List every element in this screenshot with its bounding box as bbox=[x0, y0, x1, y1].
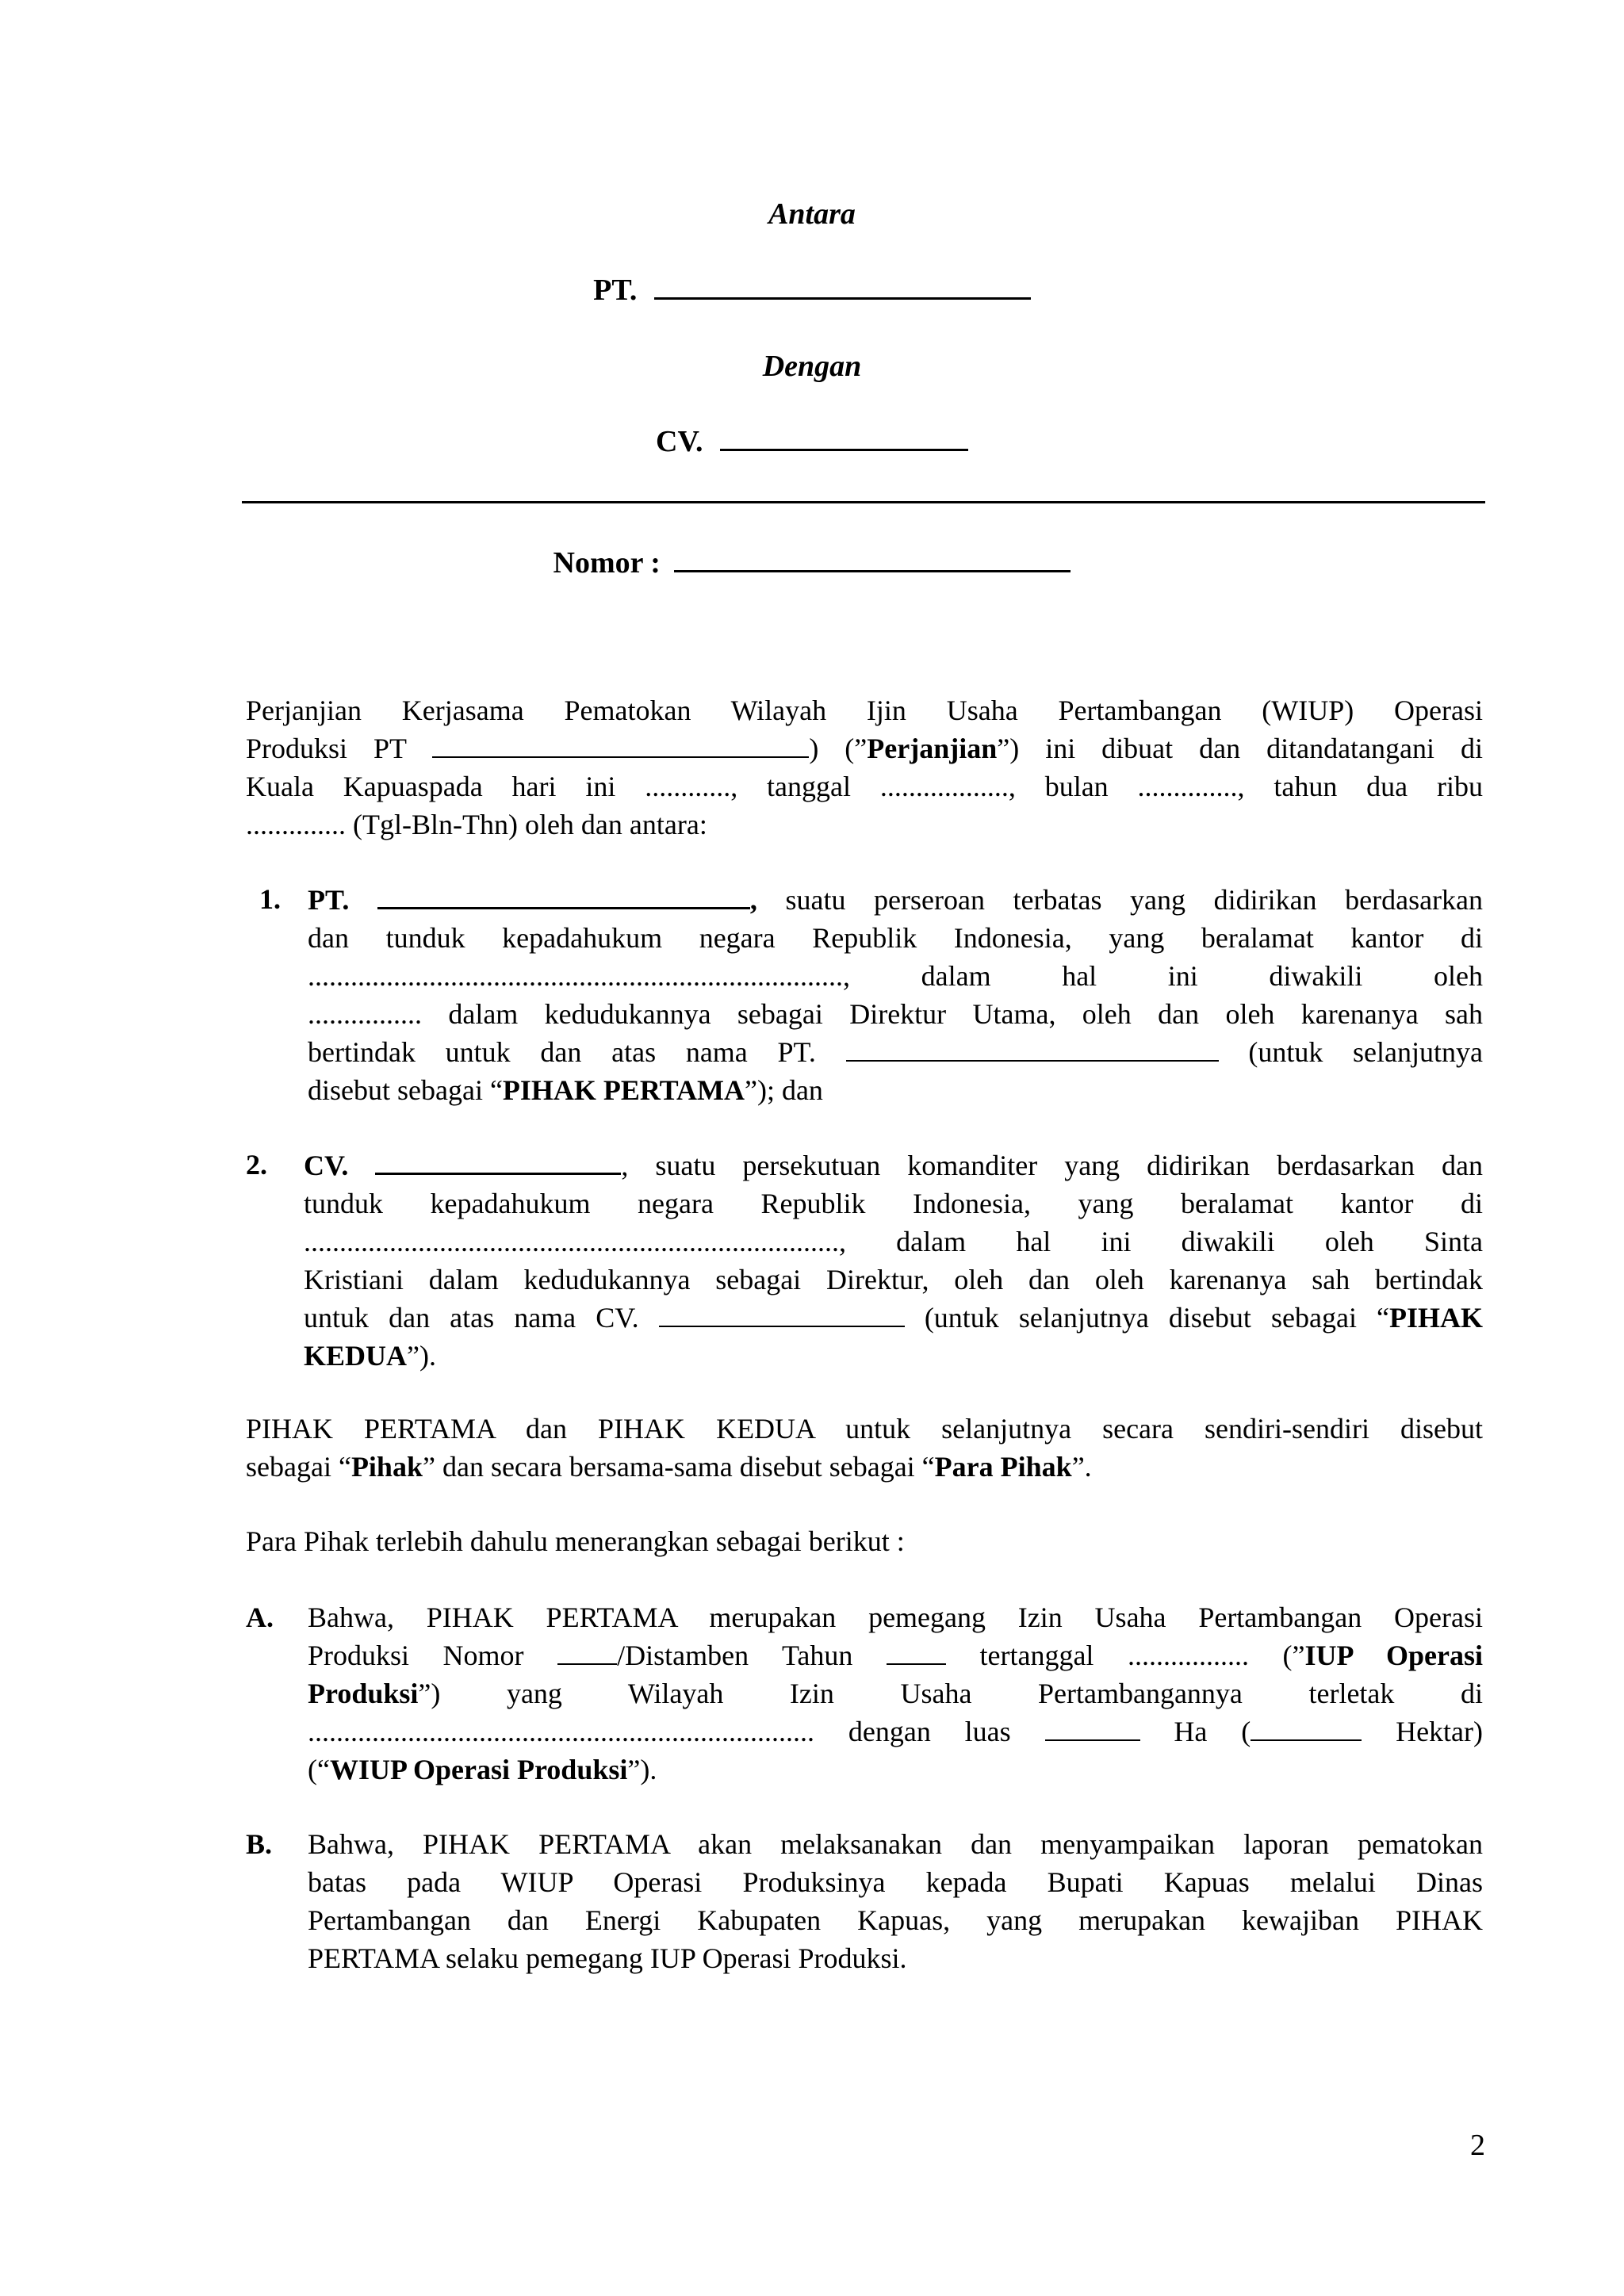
pt-name-blank bbox=[654, 274, 1031, 300]
party2-atas-nama: untuk dan atas nama CV. bbox=[304, 1302, 639, 1334]
item-a-nomor: Produksi Nomor bbox=[308, 1640, 524, 1671]
item-b-line-4: PERTAMA selaku pemegang IUP Operasi Produksi. bbox=[308, 1942, 907, 1974]
party2-cv-blank bbox=[375, 1146, 621, 1175]
item-a-line-3 bbox=[308, 1674, 1483, 1712]
item-a-open: (“ bbox=[308, 1754, 330, 1785]
item-a-luas: ....................................................................... dengan luas bbox=[308, 1716, 1011, 1747]
intro-perjanjian-term: Perjanjian bbox=[867, 733, 998, 764]
party2-line-6 bbox=[304, 1337, 1483, 1375]
party2-line-1 bbox=[304, 1146, 1483, 1184]
item-a-line-2 bbox=[308, 1636, 1483, 1674]
item-a-paragraph bbox=[308, 1598, 1483, 1789]
pihak-term: Pihak bbox=[350, 1451, 423, 1483]
party1-pt-label: PT. bbox=[308, 884, 350, 916]
intro-line-2 bbox=[246, 729, 1483, 767]
intro-line-2-rest: ”) ini dibuat dan ditandatangani di bbox=[997, 733, 1483, 764]
party1-pihak-pertama: PIHAK PERTAMA bbox=[502, 1074, 745, 1106]
pihak-line-2 bbox=[246, 1448, 1483, 1486]
party1-paragraph bbox=[308, 880, 1483, 1109]
item-a-wiup-term: WIUP Operasi Produksi bbox=[329, 1754, 628, 1785]
item-a-ha: Ha ( bbox=[1174, 1716, 1251, 1747]
pihak-close: ”. bbox=[1071, 1451, 1092, 1483]
item-b-line-2: batas pada WIUP Operasi Produksinya kepada Bupati Kapuas melalui Dinas bbox=[308, 1866, 1483, 1898]
party1-atas-nama: bertindak untuk dan atas nama PT. bbox=[308, 1036, 816, 1068]
page-number: 2 bbox=[1470, 2129, 1485, 2162]
party2-paragraph bbox=[304, 1146, 1483, 1375]
intro-produksi-pt: Produksi PT bbox=[246, 733, 407, 764]
item-a-line-4 bbox=[308, 1712, 1483, 1751]
item-a-produksi: Produksi bbox=[308, 1678, 419, 1709]
item-a-wilayah: ”) yang Wilayah Izin Usaha Pertambangannya terletak di bbox=[418, 1678, 1483, 1709]
party1-marker: 1. bbox=[259, 883, 281, 915]
party1-pt-blank bbox=[377, 880, 750, 909]
party1-disebut: disebut sebagai “ bbox=[308, 1074, 503, 1106]
menerangkan-line: Para Pihak terlebih dahulu menerangkan sebagai berikut : bbox=[246, 1525, 905, 1557]
dengan-heading: Dengan bbox=[762, 350, 862, 383]
party2-cv-label: CV. bbox=[304, 1150, 349, 1181]
item-a-tahun-blank bbox=[887, 1636, 946, 1665]
party1-line-1-rest: suatu perseroan terbatas yang didirikan berdasarkan bbox=[785, 884, 1484, 916]
party2-line-1-rest: , suatu persekutuan komanditer yang didirikan berdasarkan dan bbox=[621, 1150, 1483, 1181]
intro-paragraph bbox=[246, 691, 1483, 844]
item-a-distamben: /Distamben Tahun bbox=[617, 1640, 853, 1671]
party1-line-4: ................ dalam kedudukannya sebagai Direktur Utama, oleh dan oleh karenanya sah bbox=[308, 998, 1483, 1030]
item-b-marker: B. bbox=[246, 1828, 273, 1860]
party2-untuk: (untuk selanjutnya disebut sebagai “ bbox=[924, 1302, 1390, 1334]
cv-heading bbox=[0, 423, 1624, 461]
pihak-bersama: ” dan secara bersama-sama disebut sebagai “ bbox=[422, 1451, 935, 1483]
party1-line-2: dan tunduk kepadahukum negara Republik Indonesia, yang beralamat kantor di bbox=[308, 922, 1483, 954]
party2-kedua: KEDUA bbox=[304, 1340, 408, 1372]
party1-line-3: ..........................................................................., dalam hal ini diwakili oleh bbox=[308, 960, 1483, 992]
item-a-luas-blank bbox=[1045, 1712, 1140, 1741]
pihak-sebagai: sebagai “ bbox=[246, 1451, 351, 1483]
party1-line-1 bbox=[308, 880, 1483, 919]
intro-pt-blank bbox=[432, 729, 809, 758]
party2-line-2: tunduk kepadahukum negara Republik Indonesia, yang beralamat kantor di bbox=[304, 1188, 1483, 1219]
pt-label: PT. bbox=[593, 274, 638, 307]
party2-line-4: Kristiani dalam kedudukannya sebagai Direktur, oleh dan oleh karenanya sah bertindak bbox=[304, 1264, 1483, 1295]
item-b-line-3: Pertambangan dan Energi Kabupaten Kapuas, yang merupakan kewajiban PIHAK bbox=[308, 1904, 1483, 1936]
item-b-line-1: Bahwa, PIHAK PERTAMA akan melaksanakan dan menyampaikan laporan pematokan bbox=[308, 1828, 1483, 1860]
pt-heading bbox=[0, 271, 1624, 309]
party2-pihak: PIHAK bbox=[1389, 1302, 1484, 1334]
intro-line-1: Perjanjian Kerjasama Pematokan Wilayah Ijin Usaha Pertambangan (WIUP) Operasi bbox=[246, 695, 1483, 726]
item-a-marker: A. bbox=[246, 1601, 274, 1633]
item-a-iup-operasi: IUP Operasi bbox=[1304, 1640, 1484, 1671]
party1-dan: ”); dan bbox=[744, 1074, 823, 1106]
party1-untuk: (untuk selanjutnya bbox=[1248, 1036, 1483, 1068]
party2-name-blank bbox=[659, 1299, 905, 1327]
intro-quote-open: ) (” bbox=[809, 733, 868, 764]
item-a-close: ”). bbox=[627, 1754, 657, 1785]
pihak-line-1: PIHAK PERTAMA dan PIHAK KEDUA untuk selanjutnya secara sendiri-sendiri disebut bbox=[246, 1413, 1483, 1445]
antara-heading: Antara bbox=[768, 197, 856, 231]
cv-name-blank bbox=[720, 425, 968, 451]
nomor-label: Nomor : bbox=[553, 546, 661, 580]
party1-comma: , bbox=[749, 884, 757, 916]
para-pihak-term: Para Pihak bbox=[934, 1451, 1072, 1483]
item-a-nomor-blank bbox=[557, 1636, 617, 1665]
pihak-definition-paragraph bbox=[246, 1410, 1483, 1486]
item-a-tertanggal: tertanggal ................. (” bbox=[979, 1640, 1305, 1671]
item-a-line-5 bbox=[308, 1751, 1483, 1789]
party1-line-5 bbox=[308, 1033, 1483, 1071]
horizontal-divider bbox=[242, 501, 1485, 503]
intro-line-3: Kuala Kapuaspada hari ini ............, tanggal .................., bulan .............., tahun dua ribu bbox=[246, 771, 1483, 802]
item-a-line-1: Bahwa, PIHAK PERTAMA merupakan pemegang Izin Usaha Pertambangan Operasi bbox=[308, 1601, 1483, 1633]
nomor-blank bbox=[674, 546, 1071, 572]
party2-close: ”). bbox=[407, 1340, 436, 1372]
item-b-paragraph bbox=[308, 1825, 1483, 1977]
cv-label: CV. bbox=[656, 425, 703, 458]
item-a-hektar-blank bbox=[1251, 1712, 1362, 1741]
party2-marker: 2. bbox=[246, 1149, 267, 1181]
party2-line-3: ..........................................................................., dalam hal ini diwakili oleh Sinta bbox=[304, 1226, 1483, 1257]
menerangkan-paragraph bbox=[246, 1522, 1483, 1560]
nomor-heading bbox=[0, 544, 1624, 582]
party2-line-5 bbox=[304, 1299, 1483, 1337]
item-a-hektar: Hektar) bbox=[1396, 1716, 1484, 1747]
intro-line-4: .............. (Tgl-Bln-Thn) oleh dan antara: bbox=[246, 809, 707, 840]
party1-name-blank bbox=[846, 1033, 1219, 1062]
party1-line-6 bbox=[308, 1071, 1483, 1109]
